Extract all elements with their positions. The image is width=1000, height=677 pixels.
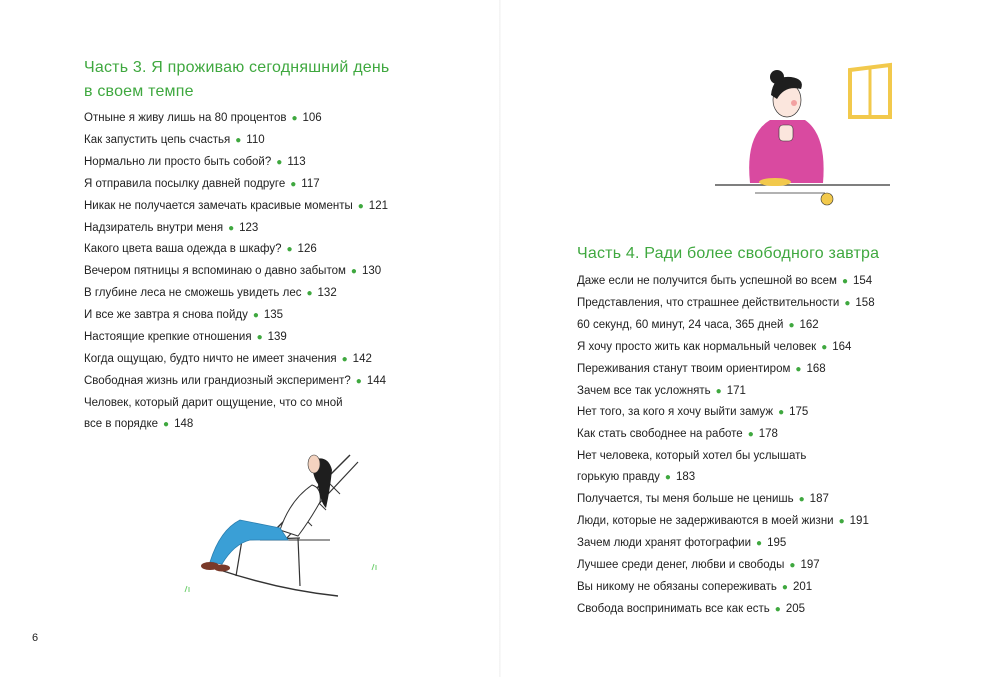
page-number: 6 <box>32 632 39 644</box>
toc-entry-title: Свободная жизнь или грандиозный эксперимент? <box>84 374 351 387</box>
toc-entry-title: Надзиратель внутри меня <box>84 221 224 234</box>
bullet-icon: ● <box>821 341 828 353</box>
toc-entry-title: Люди, которые не задерживаются в моей жизни <box>577 514 834 527</box>
toc-entry-page: 110 <box>246 133 265 146</box>
part3-toc-entry <box>84 283 388 305</box>
toc-entry-title: Зачем все так усложнять <box>577 384 711 397</box>
part4-toc-entry <box>577 446 875 467</box>
toc-entry-title: Нет того, за кого я хочу выйти замуж <box>577 406 774 419</box>
toc-entry-page: 117 <box>301 177 320 190</box>
part4-title: Часть 4. Ради более свободного завтра <box>577 245 880 262</box>
toc-entry-page: 113 <box>287 155 306 168</box>
bullet-icon: ● <box>350 266 357 278</box>
bullet-icon: ● <box>747 429 754 441</box>
part3-toc <box>84 108 388 436</box>
toc-entry-page: 178 <box>758 428 778 441</box>
bullet-icon: ● <box>664 472 671 484</box>
toc-entry-page: 158 <box>855 296 875 309</box>
bullet-icon: ● <box>290 178 297 190</box>
toc-entry-page: 187 <box>809 493 829 506</box>
toc-entry-page: 195 <box>767 536 787 549</box>
toc-entry-page: 183 <box>675 471 696 484</box>
toc-entry-title: горькую правду <box>577 471 660 484</box>
part4-toc <box>577 271 875 621</box>
rocking-chair-woman-illustration <box>180 440 380 600</box>
bullet-icon: ● <box>841 276 848 287</box>
bullet-icon: ● <box>774 603 781 615</box>
part4-toc-entry <box>577 599 875 621</box>
toc-entry-title: Лучшее среди денег, любви и свободы <box>577 558 785 571</box>
toc-entry-title: Свобода воспринимать все как есть <box>577 602 770 615</box>
toc-entry-page: 139 <box>267 331 287 344</box>
bullet-icon: ● <box>235 134 242 146</box>
toc-entry-page: 126 <box>297 243 317 256</box>
toc-entry-page: 130 <box>361 265 382 278</box>
bullet-icon: ● <box>228 222 235 234</box>
part3-toc-entry <box>84 196 388 218</box>
part3-toc-entry <box>84 327 388 349</box>
part3-toc-entry <box>84 371 388 393</box>
part4-toc-entry <box>577 577 875 599</box>
toc-entry-title: Настоящие крепкие отношения <box>84 331 252 344</box>
bullet-icon: ● <box>256 332 263 344</box>
part3-toc-entry <box>84 152 388 174</box>
toc-entry-title: В глубине леса не сможешь увидеть лес <box>84 287 302 300</box>
bullet-icon: ● <box>795 363 802 375</box>
bullet-icon: ● <box>252 310 259 322</box>
toc-entry-page: 191 <box>849 514 869 527</box>
part4-toc-entry <box>577 489 875 511</box>
bullet-icon: ● <box>341 353 348 365</box>
part3-toc-entry <box>84 261 388 283</box>
part4-toc-entry <box>577 424 875 446</box>
toc-entry-title: все в порядке <box>84 417 159 430</box>
toc-entry-page: 144 <box>366 374 386 387</box>
part4-toc-entry <box>577 315 875 337</box>
toc-entry-title: 60 секунд, 60 минут, 24 часа, 365 дней <box>577 318 784 331</box>
toc-entry-title: Никак не получается замечать красивые моменты <box>84 199 353 212</box>
part4-toc-entry <box>577 402 875 424</box>
toc-entry-page: 142 <box>352 352 372 365</box>
toc-entry-title: Я хочу просто жить как нормальный человек <box>577 340 817 353</box>
toc-entry-title: Вечером пятницы я вспоминаю о давно забытом <box>84 265 346 278</box>
bullet-icon: ● <box>355 375 362 387</box>
toc-entry-page: 106 <box>302 112 322 124</box>
toc-entry-page: 154 <box>852 275 873 287</box>
toc-entry-title: Зачем люди хранят фотографии <box>577 536 752 549</box>
bullet-icon: ● <box>715 385 722 397</box>
part3-toc-entry <box>84 174 388 196</box>
part3-toc-entry <box>84 414 388 436</box>
part4-toc-entry <box>577 337 875 359</box>
bullet-icon: ● <box>163 418 170 430</box>
toc-entry-page: 171 <box>726 384 746 397</box>
toc-entry-page: 197 <box>800 558 820 571</box>
chair-rocker <box>220 570 338 596</box>
part4-toc-entry <box>577 271 875 293</box>
bullet-icon: ● <box>276 156 283 168</box>
toc-entry-title: Как стать свободнее на работе <box>577 428 743 441</box>
toc-entry-title: Какого цвета ваша одежда в шкафу? <box>84 243 282 256</box>
toc-entry-title: Нормально ли просто быть собой? <box>84 155 272 168</box>
part3-toc-entry <box>84 218 388 240</box>
part3-toc-entry <box>84 305 388 327</box>
bullet-icon: ● <box>306 288 313 300</box>
bullet-icon: ● <box>788 319 795 331</box>
toc-entry-page: 121 <box>368 199 388 212</box>
bullet-icon: ● <box>798 494 805 506</box>
part3-title-line1: Часть 3. Я проживаю сегодняшний день <box>84 59 390 76</box>
part3-toc-entry <box>84 130 388 152</box>
bullet-icon: ● <box>286 244 293 256</box>
part3-toc-entry <box>84 108 388 130</box>
toc-entry-title: Получается, ты меня больше не ценишь <box>577 493 794 506</box>
toc-entry-page: 162 <box>799 318 819 331</box>
part3-toc-entry <box>84 239 388 261</box>
toc-entry-page: 123 <box>239 221 259 234</box>
part4-toc-entry <box>577 381 875 403</box>
toc-entry-title: Когда ощущаю, будто ничто не имеет значения <box>84 352 337 365</box>
toc-entry-page: 201 <box>792 580 813 593</box>
toc-entry-title: Вы никому не обязаны сопереживать <box>577 580 777 593</box>
part4-toc-entry <box>577 359 875 381</box>
toc-entry-page: 205 <box>785 602 806 615</box>
bullet-icon: ● <box>781 581 788 593</box>
toc-entry-page: 168 <box>806 362 826 375</box>
toc-entry-title: И все же завтра я снова пойду <box>84 309 248 322</box>
bullet-icon: ● <box>756 537 763 549</box>
bullet-icon: ● <box>778 407 785 419</box>
toc-entry-title: Как запустить цепь счастья <box>84 133 231 146</box>
toc-entry-page: 135 <box>263 309 284 322</box>
bullet-icon: ● <box>844 297 851 309</box>
part3-title-line2: в своем темпе <box>84 83 194 100</box>
toc-entry-title: Переживания станут твоим ориентиром <box>577 362 791 375</box>
toc-entry-page: 148 <box>174 417 194 430</box>
bullet-icon: ● <box>291 113 298 124</box>
toc-entry-page: 164 <box>832 340 852 353</box>
bullet-icon: ● <box>357 200 364 212</box>
toc-entry-page: 175 <box>789 406 809 419</box>
toc-entry-title: Нет человека, который хотел бы услышать <box>577 450 807 463</box>
bullet-icon: ● <box>838 515 845 527</box>
part4-toc-entry <box>577 467 875 489</box>
part4-toc-entry <box>577 511 875 533</box>
toc-entry-page: 132 <box>317 287 337 300</box>
part4-toc-entry <box>577 533 875 555</box>
toc-entry-title: Даже если не получится быть успешной во всем <box>577 275 837 287</box>
woman-with-cup-illustration <box>715 65 895 210</box>
bullet-icon: ● <box>789 559 796 571</box>
part3-toc-entry <box>84 349 388 371</box>
part3-title <box>84 56 389 104</box>
right-page <box>500 0 1000 677</box>
part3-toc-entry <box>84 393 388 414</box>
toc-entry-title: Отныне я живу лишь на 80 процентов <box>84 112 287 124</box>
toc-entry-title: Человек, который дарит ощущение, что со мной <box>84 396 343 409</box>
part4-toc-entry <box>577 555 875 577</box>
toc-entry-title: Представления, что страшнее действительности <box>577 296 840 309</box>
part4-toc-entry <box>577 293 875 315</box>
toc-entry-title: Я отправила посылку давней подруге <box>84 177 286 190</box>
